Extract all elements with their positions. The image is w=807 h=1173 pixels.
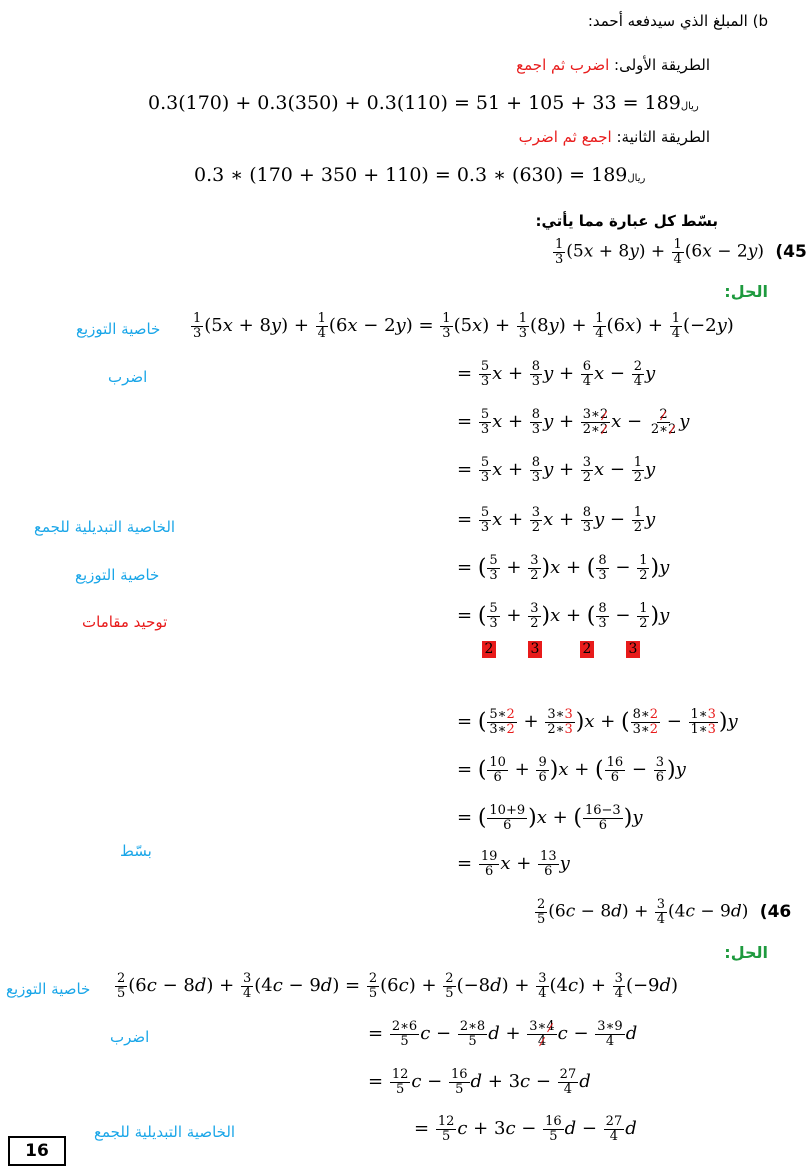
- method1-hint: اضرب ثم اجمع: [516, 56, 610, 74]
- simplify-heading: بسّط كل عبارة مما يأتي:: [535, 212, 718, 230]
- problem-46-expression: $\frac{2}{5}$ (6c − 8d) + $\frac{3}{4}$ (4c − 9d) (46: [537, 897, 792, 927]
- method1-line: الطريقة الأولى: اضرب ثم اجمع: [516, 56, 710, 74]
- method2-hint: اجمع ثم اضرب: [518, 128, 612, 146]
- p46-line-1: $\frac{2}{5}$ (6c − 8d) + $\frac{3}{4}$ (4c − 9d) = $\frac{2}{5}$ (6c) + $\frac{2}{5}$ (−8d) + $\frac{3}{4}$ (4c) + $\frac{3}{4}$ (−9d): [117, 971, 679, 1001]
- p45-line-9: = ( $\frac{10}{6}$ + $\frac{9}{6}$ )x + ( $\frac{16}{6}$ − $\frac{3}{6}$ )y: [457, 755, 686, 785]
- note-multiply-1: اضرب: [108, 368, 148, 386]
- method2-equation: 0.3 ∗ (170 + 350 + 110) = 0.3 ∗ (630) = 189ريال: [194, 164, 646, 186]
- red-box-4: 3: [626, 641, 640, 658]
- p45-line-4: = $\frac{5}{3}$ x + $\frac{8}{3}$ y + $\frac{3}{2}$ x − $\frac{1}{2}$ y: [457, 455, 656, 485]
- p45-line-8: = ( $\frac{5∗2}{3∗2}$ + $\frac{3∗3}{2∗3}$ )x + ( $\frac{8∗2}{3∗2}$ − $\frac{1∗3}{1∗3}$ )y: [457, 707, 738, 737]
- p46-line-4: = $\frac{12}{5}$ c + 3c − $\frac{16}{5}$ d − $\frac{27}{4}$ d: [414, 1114, 637, 1144]
- section-b-label: b): [752, 12, 768, 30]
- page-number: 16: [8, 1136, 66, 1166]
- note-distribute-3: خاصية التوزيع: [6, 980, 91, 998]
- method1-equation: 0.3(170) + 0.3(350) + 0.3(110) = 51 + 105 + 33 = 189ريال: [148, 92, 699, 114]
- note-multiply-2: اضرب: [110, 1028, 150, 1046]
- p45-line-1: $\frac{1}{3}$ (5x + 8y) + $\frac{1}{4}$ (6x − 2y) = $\frac{1}{3}$ (5x) + $\frac{1}{3}$ (8y) + $\frac{1}{4}$ (6x) + $\frac{1}{4}$ (−2y): [193, 311, 734, 341]
- p45-line-3: = $\frac{5}{3}$ x + $\frac{8}{3}$ y + $\frac{3∗2}{2∗2}$ x − $\frac{2}{2∗2}$ y: [457, 407, 690, 437]
- note-commutative-1: الخاصية التبديلية للجمع: [34, 518, 176, 536]
- solution-label-45: الحل:: [724, 282, 768, 301]
- p46-line-3: = $\frac{12}{5}$ c − $\frac{16}{5}$ d + 3c − $\frac{27}{4}$ d: [368, 1067, 591, 1097]
- p46-line-2: = $\frac{2∗6}{5}$ c − $\frac{2∗8}{5}$ d + $\frac{3∗4}{4}$ c − $\frac{3∗9}{4}$ d: [368, 1019, 638, 1049]
- p45-line-11: = $\frac{19}{6}$ x + $\frac{13}{6}$ y: [457, 849, 570, 879]
- p45-line-6: = ( $\frac{5}{3}$ + $\frac{3}{2}$ )x + ( $\frac{8}{3}$ − $\frac{1}{2}$ )y: [457, 553, 670, 583]
- red-box-2: 3: [528, 641, 542, 658]
- p45-line-10: = ( $\frac{10+9}{6}$ )x + ( $\frac{16-3}{6}$ )y: [457, 803, 643, 833]
- p45-line-7: = ( $\frac{5}{3}$ + $\frac{3}{2}$ )x + ( $\frac{8}{3}$ − $\frac{1}{2}$ )y: [457, 601, 670, 631]
- note-common-denominator: توحيد مقامات: [82, 613, 168, 631]
- problem-45-number: (45: [775, 241, 807, 262]
- note-distribute-1: خاصية التوزيع: [76, 320, 161, 338]
- note-simplify: بسّط: [120, 842, 152, 860]
- red-box-3: 2: [580, 641, 594, 658]
- red-box-1: 2: [482, 641, 496, 658]
- method2-line: الطريقة الثانية: اجمع ثم اضرب: [518, 128, 710, 146]
- problem-46-number: (46: [759, 901, 792, 922]
- p45-line-2: = $\frac{5}{3}$ x + $\frac{8}{3}$ y + $\frac{6}{4}$ x − $\frac{2}{4}$ y: [457, 359, 656, 389]
- p45-line-5: = $\frac{5}{3}$ x + $\frac{3}{2}$ x + $\frac{8}{3}$ y − $\frac{1}{2}$ y: [457, 505, 656, 535]
- note-commutative-2: الخاصية التبديلية للجمع: [94, 1123, 236, 1141]
- section-b-title: b) المبلغ الذي سيدفعه أحمد:: [587, 12, 768, 30]
- solution-label-46: الحل:: [724, 943, 768, 962]
- problem-45-expression: $\frac{1}{3}$ (5x + 8y) + $\frac{1}{4}$ (6x − 2y) (45: [555, 237, 807, 267]
- note-distribute-2: خاصية التوزيع: [75, 566, 160, 584]
